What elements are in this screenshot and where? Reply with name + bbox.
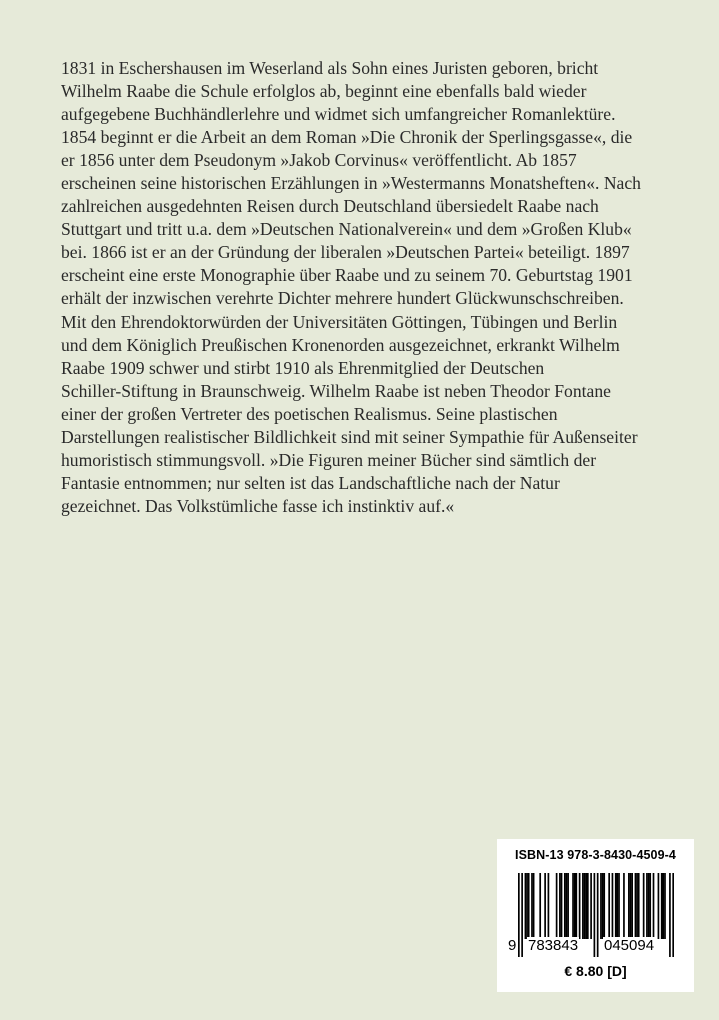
- barcode-bar: [615, 873, 617, 939]
- barcode-bar: [579, 873, 581, 939]
- isbn-barcode-box: [497, 839, 694, 992]
- barcode-bar: [663, 873, 665, 939]
- biography-line: er 1856 unter dem Pseudonym »Jakob Corvinus« veröffentlicht. Ab 1857: [61, 150, 577, 171]
- barcode-bar: [561, 873, 563, 939]
- barcode-bar: [572, 873, 574, 939]
- barcode-bar: [646, 873, 648, 939]
- biography-line: gezeichnet. Das Volkstümliche fasse ich instinktiv auf.«: [61, 495, 455, 516]
- barcode-bar: [653, 873, 655, 939]
- barcode-bar: [584, 873, 586, 939]
- biography-line: humoristisch stimmungsvoll. »Die Figuren meiner Bücher sind sämtlich der: [61, 449, 597, 470]
- barcode-bar: [649, 873, 651, 939]
- barcode-bar: [587, 873, 589, 939]
- barcode-bar: [608, 873, 610, 939]
- barcode-bar: [630, 873, 632, 939]
- barcode-bar: [623, 873, 625, 939]
- barcode-bar: [602, 873, 604, 939]
- barcode-bar: [582, 873, 584, 939]
- barcode-bar: [643, 873, 645, 939]
- biography-line: erhält der inzwischen verehrte Dichter mehrere hundert Glückwunschschreiben.: [61, 288, 624, 309]
- isbn-label: ISBN-13 978-3-8430-4509-4: [515, 848, 676, 862]
- barcode-bar: [617, 873, 619, 939]
- barcode-bar: [590, 873, 592, 939]
- biography-line: Mit den Ehrendoktorwürden der Universitäten Göttingen, Tübingen und Berlin: [61, 311, 618, 332]
- barcode-bar: [566, 873, 568, 939]
- barcode-bar: [525, 873, 527, 939]
- barcode-digits: [497, 937, 694, 955]
- barcode-bar: [556, 873, 558, 939]
- biography-line: Stuttgart und tritt u.a. dem »Deutschen Nationalverein« und dem »Großen Klub«: [61, 219, 632, 240]
- price-label: € 8.80 [D]: [564, 963, 627, 979]
- barcode-right-digits: 045094: [604, 937, 655, 954]
- biography-line: und dem Königlich Preußischen Kronenorden ausgezeichnet, erkrankt Wilhelm: [61, 334, 620, 355]
- barcode-bar: [526, 873, 528, 939]
- biography-line: erscheint eine erste Monographie über Raabe und zu seinem 70. Geburtstag 1901: [61, 265, 633, 286]
- author-biography-text: [61, 57, 681, 518]
- barcode-bar: [636, 873, 638, 939]
- biography-line: Raabe 1909 schwer und stirbt 1910 als Ehrenmitglied der Deutschen: [61, 357, 545, 378]
- barcode-left-digits: 783843: [528, 937, 579, 954]
- biography-line: zahlreichen ausgedehnten Reisen durch Deutschland übersiedelt Raabe nach: [61, 196, 599, 217]
- barcode-bar: [658, 873, 660, 939]
- biography-line: einer der großen Vertreter des poetischen Realismus. Seine plastischen: [61, 403, 558, 424]
- barcode-bar: [574, 873, 576, 939]
- biography-line: 1831 in Eschershausen im Weserland als Sohn eines Juristen geboren, bricht: [61, 58, 599, 78]
- biography-line: erscheinen seine historischen Erzählungen in »Westermanns Monatsheften«. Nach: [61, 173, 641, 194]
- barcode-bar: [531, 873, 533, 939]
- barcode-bar: [603, 873, 605, 939]
- barcode-bar: [544, 873, 546, 939]
- biography-line: aufgegebene Buchhändlerlehre und widmet sich umfangreicher Romanlektüre.: [61, 104, 616, 125]
- barcode-bar: [618, 873, 620, 939]
- biography-line: bei. 1866 ist er an der Gründung der liberalen »Deutschen Partei« beteiligt. 1897: [61, 242, 630, 263]
- biography-line: Fantasie entnommen; nur selten ist das Landschaftliche nach der Natur: [61, 472, 560, 493]
- barcode-bar: [635, 873, 637, 939]
- barcode-bar: [612, 873, 614, 939]
- barcode-bar: [559, 873, 561, 939]
- barcode-bar: [528, 873, 530, 939]
- barcode-bar: [628, 873, 630, 939]
- barcode-lead-digit: 9: [508, 937, 517, 954]
- biography-line: 1854 beginnt er die Arbeit an dem Roman »Die Chronik der Sperlingsgasse«, die: [61, 127, 633, 148]
- barcode-bar: [575, 873, 577, 939]
- barcode-bar: [631, 873, 633, 939]
- barcode-bar: [539, 873, 541, 939]
- barcode-bar: [664, 873, 666, 939]
- barcode-bar: [600, 873, 602, 939]
- biography-line: Darstellungen realistischer Bildlichkeit sind mit seiner Sympathie für Außenseiter: [61, 426, 638, 447]
- barcode-bar: [661, 873, 663, 939]
- barcode-bar: [585, 873, 587, 939]
- barcode-bar: [567, 873, 569, 939]
- barcode-bar: [548, 873, 550, 939]
- barcode-bar: [648, 873, 650, 939]
- barcode-bar: [564, 873, 566, 939]
- barcode-bar: [533, 873, 535, 939]
- biography-line: Wilhelm Raabe die Schule erfolglos ab, beginnt eine ebenfalls bald wieder: [61, 81, 587, 102]
- barcode-bar: [638, 873, 640, 939]
- biography-line: Schiller-Stiftung in Braunschweig. Wilhelm Raabe ist neben Theodor Fontane: [61, 380, 611, 401]
